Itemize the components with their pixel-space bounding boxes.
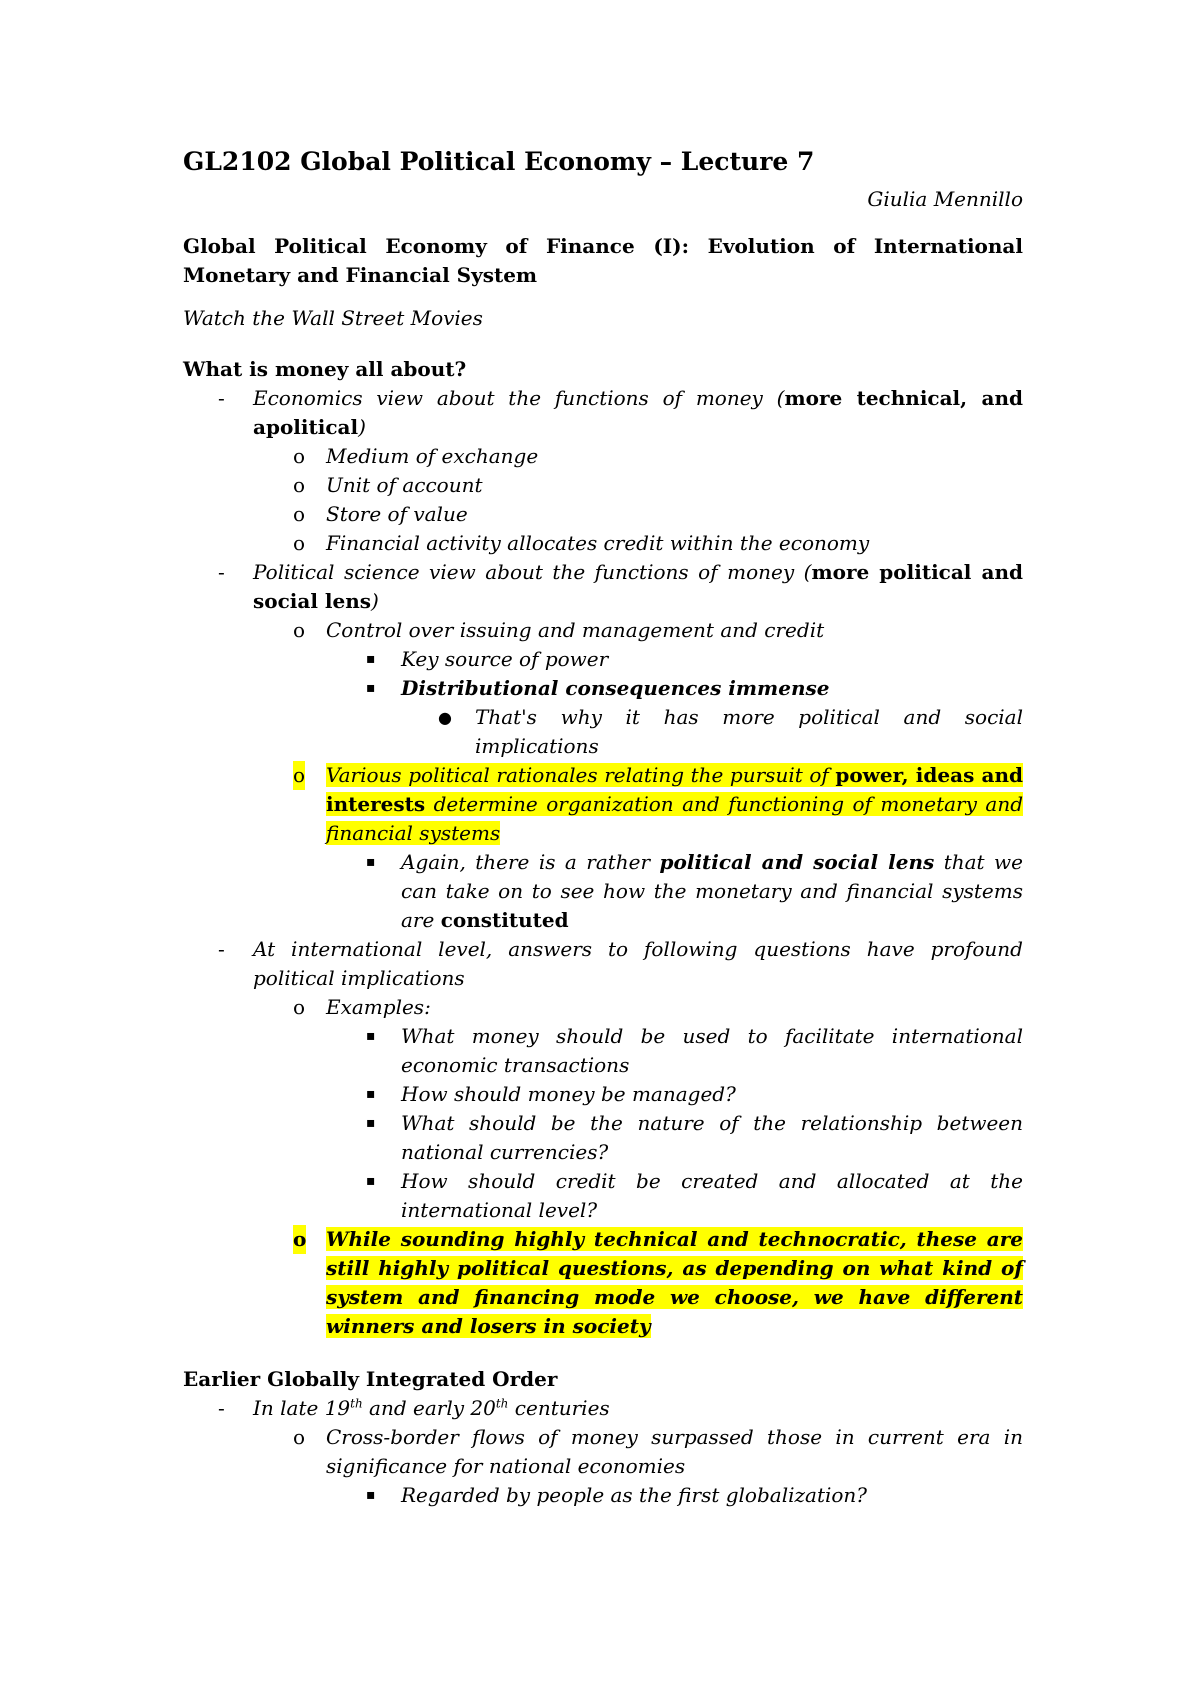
section-heading-integrated-order: Earlier Globally Integrated Order [183, 1367, 558, 1391]
circle-marker: o [293, 502, 306, 526]
page-title: GL2102 Global Political Economy – Lecture 7 [183, 147, 815, 176]
list-item: o Store of value [183, 500, 1023, 529]
square-marker: ▪ [366, 1173, 376, 1189]
watch-note: Watch the Wall Street Movies [183, 306, 483, 330]
square-marker: ▪ [366, 1086, 376, 1102]
list-item: ▪ Key source of power [183, 645, 1023, 674]
square-marker: ▪ [366, 1115, 376, 1131]
circle-marker: o [293, 1225, 306, 1254]
list-item: ▪ Regarded by people as the first globalization? [183, 1481, 1023, 1510]
list-item: o Medium of exchange [183, 442, 1023, 471]
list-item: ▪ How should credit be created and allocated at the international level? [366, 1169, 1023, 1222]
list-item-highlighted: o While sounding highly technical and technocratic, these are still highly political questions, as depending on what kind of system and financing mode we choose, we have different winners and losers in society [293, 1227, 1023, 1338]
square-marker: ▪ [366, 651, 376, 667]
list-item: ▪ What money should be used to facilitate international economic transactions [366, 1024, 1023, 1077]
dot-marker: ● [438, 708, 452, 727]
square-marker: ▪ [366, 854, 376, 870]
dash-marker: - [218, 560, 225, 584]
dash-marker: - [218, 937, 225, 961]
list-item: - In late 19th and early 20th centuries [183, 1394, 1023, 1423]
dash-marker: - [218, 386, 225, 410]
square-marker: ▪ [366, 1487, 376, 1503]
list-item: o Unit of account [183, 471, 1023, 500]
list-item: ▪ How should money be managed? [183, 1080, 1023, 1109]
list-item: - Economics view about the functions of money (more technical, and apolitical) [218, 386, 1023, 439]
list-item: - At international level, answers to following questions have profound political implications [218, 937, 1023, 990]
list-item: ● That's why it has more political and social implications [438, 705, 1023, 758]
circle-marker: o [293, 1425, 306, 1449]
circle-marker: o [293, 995, 306, 1019]
section-heading-money: What is money all about? [183, 357, 467, 381]
circle-marker: o [293, 444, 306, 468]
list-item: o Financial activity allocates credit within the economy [183, 529, 1023, 558]
integrated-order-list [183, 1394, 1023, 1510]
list-item: - Political science view about the functions of money (more political and social lens) [218, 560, 1023, 613]
square-marker: ▪ [366, 680, 376, 696]
list-item: ▪ Distributional consequences immense [183, 674, 1023, 703]
circle-marker: o [293, 618, 306, 642]
square-marker: ▪ [366, 1028, 376, 1044]
list-item-highlighted: o Various political rationales relating the pursuit of power, ideas and interests determine organization and functioning of monetary and financial systems [293, 763, 1023, 845]
circle-marker: o [293, 473, 306, 497]
list-item: o Control over issuing and management and credit [183, 616, 1023, 645]
list-item: o Cross-border flows of money surpassed those in current era in significance for national economies [293, 1425, 1023, 1478]
author-name: Giulia Mennillo [867, 187, 1023, 211]
list-item: o Examples: [183, 993, 1023, 1022]
circle-marker: o [293, 761, 305, 790]
money-list [183, 384, 1023, 1341]
circle-marker: o [293, 531, 306, 555]
list-item: ▪ Again, there is a rather political and social lens that we can take on to see how the monetary and financial systems are constituted [366, 850, 1023, 932]
list-item: ▪ What should be the nature of the relationship between national currencies? [366, 1111, 1023, 1164]
document-page [183, 145, 1023, 1510]
dash-marker: - [218, 1396, 225, 1420]
lecture-subtitle: Global Political Economy of Finance (I): Evolution of International Monetary and Financial System [183, 234, 1023, 287]
